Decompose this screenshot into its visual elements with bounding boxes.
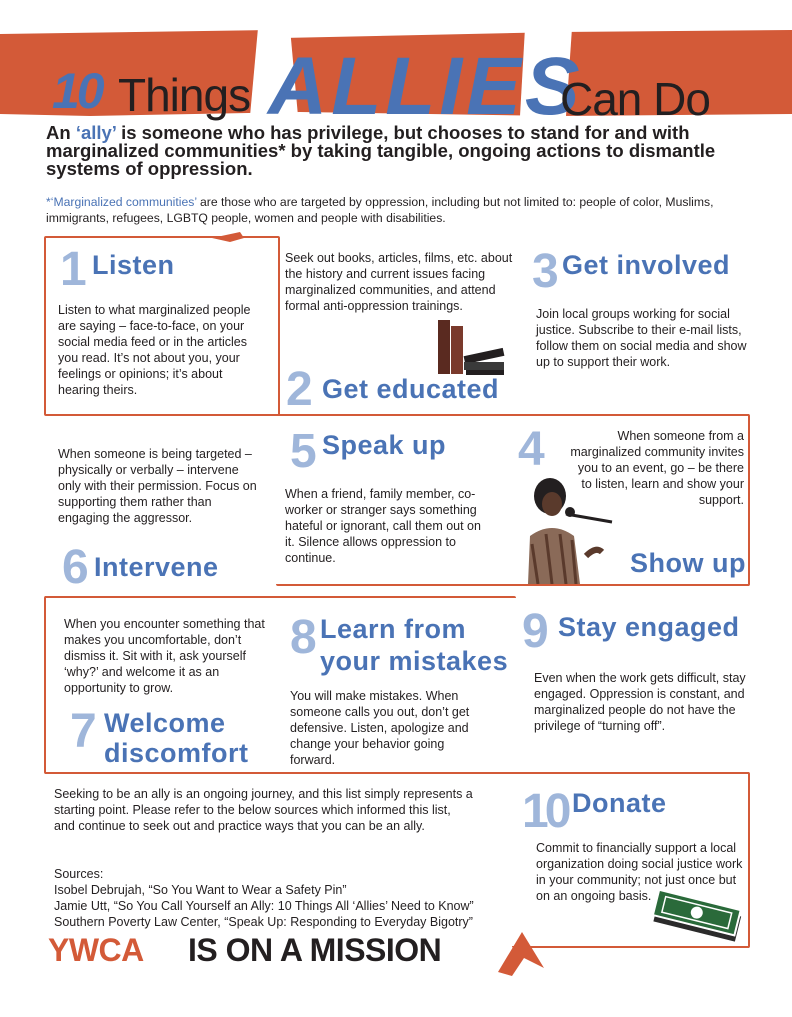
title-can-do: Can Do <box>560 73 710 125</box>
item-heading-listen: Listen <box>92 250 175 280</box>
closing-paragraph: Seeking to be an ally is an ongoing journey, and this list simply represents a starting point. Please refer to the below sources which informed this list, and continue to seek out and practice ways that you can be an ally. <box>54 787 473 833</box>
footnote-highlight: *‘Marginalized communities’ <box>46 195 197 209</box>
money-icon <box>648 888 748 944</box>
sources-label: Sources: <box>54 867 104 881</box>
item-heading-discomfort-2: discomfort <box>104 738 249 768</box>
item-body-speakup: When a friend, family member, co-worker or stranger says something hateful or ignorant, call them out on it. Silence allows oppression to continue. <box>285 487 481 565</box>
source-item: Jamie Utt, “So You Call Yourself an Ally: 10 Things All ‘Allies’ Need to Know” <box>54 899 474 913</box>
title-number: 10 <box>52 63 102 119</box>
item-heading-discomfort-1: Welcome <box>104 708 226 738</box>
item-heading-mistakes-1: Learn from <box>320 614 467 644</box>
item-body-discomfort: When you encounter something that makes you uncomfortable, don’t dismiss it. Sit with it, ask yourself ‘why?’ and welcome it as an opportunity to grow. <box>64 617 265 695</box>
item-heading-mistakes-2: your mistakes <box>320 646 509 676</box>
item-body-engaged: Even when the work gets difficult, stay engaged. Oppression is constant, and marginalized people do not have the privilege of “turning off”. <box>534 671 746 733</box>
item-body-donate: Commit to financially support a local organization doing social justice work in your community; not just once but on an ongoing basis. <box>536 841 743 903</box>
intro-paragraph: An ‘ally’ is someone who has privilege, but chooses to stand for and with marginalized communities* by taking tangible, ongoing actions to dismantle systems of oppression. <box>46 122 716 179</box>
footer-ywca: YWCA <box>48 932 144 968</box>
title-allies: ALLIES <box>268 41 584 132</box>
item-body-listen: Listen to what marginalized people are saying – face-to-face, on your social media feed or in the articles you read. It’s not about you, your feelings or opinions; it’s about hearing theirs. <box>58 303 251 397</box>
footnote: *‘Marginalized communities’ are those who are targeted by oppression, including but not limited to: people of color, Muslims, immigrants, refugees, LGBTQ people, women and people with disabilities. <box>46 195 714 225</box>
item-body-mistakes: You will make mistakes. When someone calls you out, don’t get defensive. Listen, apologize and change your behavior going forward. <box>290 689 470 767</box>
item-heading-speakup: Speak up <box>322 430 447 460</box>
item-number-1: 1 <box>60 243 87 296</box>
ally-highlight: ‘ally’ <box>75 122 116 143</box>
item-heading-donate: Donate <box>572 788 667 818</box>
source-item: Isobel Debrujah, “So You Want to Wear a Safety Pin” <box>54 883 347 897</box>
item-number-6: 6 <box>62 541 89 594</box>
speaker-illustration <box>508 474 618 584</box>
brush-stroke-icon <box>494 928 550 980</box>
item-number-9: 9 <box>522 605 549 658</box>
item-number-10: 10 <box>522 785 568 838</box>
item-body-intervene: When someone is being targeted – physically or verbally – intervene only with their permission. Focus on supporting them rather than engaging the aggressor. <box>58 447 257 525</box>
item-number-5: 5 <box>290 425 317 478</box>
item-number-2: 2 <box>286 363 313 416</box>
item-heading-showup: Show up <box>630 548 746 578</box>
title-banner <box>0 30 792 132</box>
item-number-4: 4 <box>518 423 545 476</box>
item-number-3: 3 <box>532 245 559 298</box>
item-heading-engaged: Stay engaged <box>558 612 740 642</box>
footer-mission: IS ON A MISSION <box>188 932 442 968</box>
brush-stroke-icon <box>210 228 246 246</box>
books-icon <box>434 316 508 378</box>
item-body-showup: When someone from a marginalized community invites you to an event, go – be there to listen, learn and show your support. <box>570 429 744 507</box>
item-heading-educated: Get educated <box>322 374 500 404</box>
item-number-7: 7 <box>70 705 97 758</box>
title-things: Things <box>118 69 251 121</box>
item-heading-intervene: Intervene <box>94 552 219 582</box>
item-heading-involved: Get involved <box>562 250 731 280</box>
item-body-educated: Seek out books, articles, films, etc. about the history and current issues facing marginalized communities, and attend formal anti-oppression trainings. <box>285 251 513 313</box>
source-item: Southern Poverty Law Center, “Speak Up: Responding to Everyday Bigotry” <box>54 915 473 929</box>
item-number-8: 8 <box>290 611 317 664</box>
item-body-involved: Join local groups working for social justice. Subscribe to their e-mail lists, follow them on social media and show up to support their work. <box>536 307 747 369</box>
